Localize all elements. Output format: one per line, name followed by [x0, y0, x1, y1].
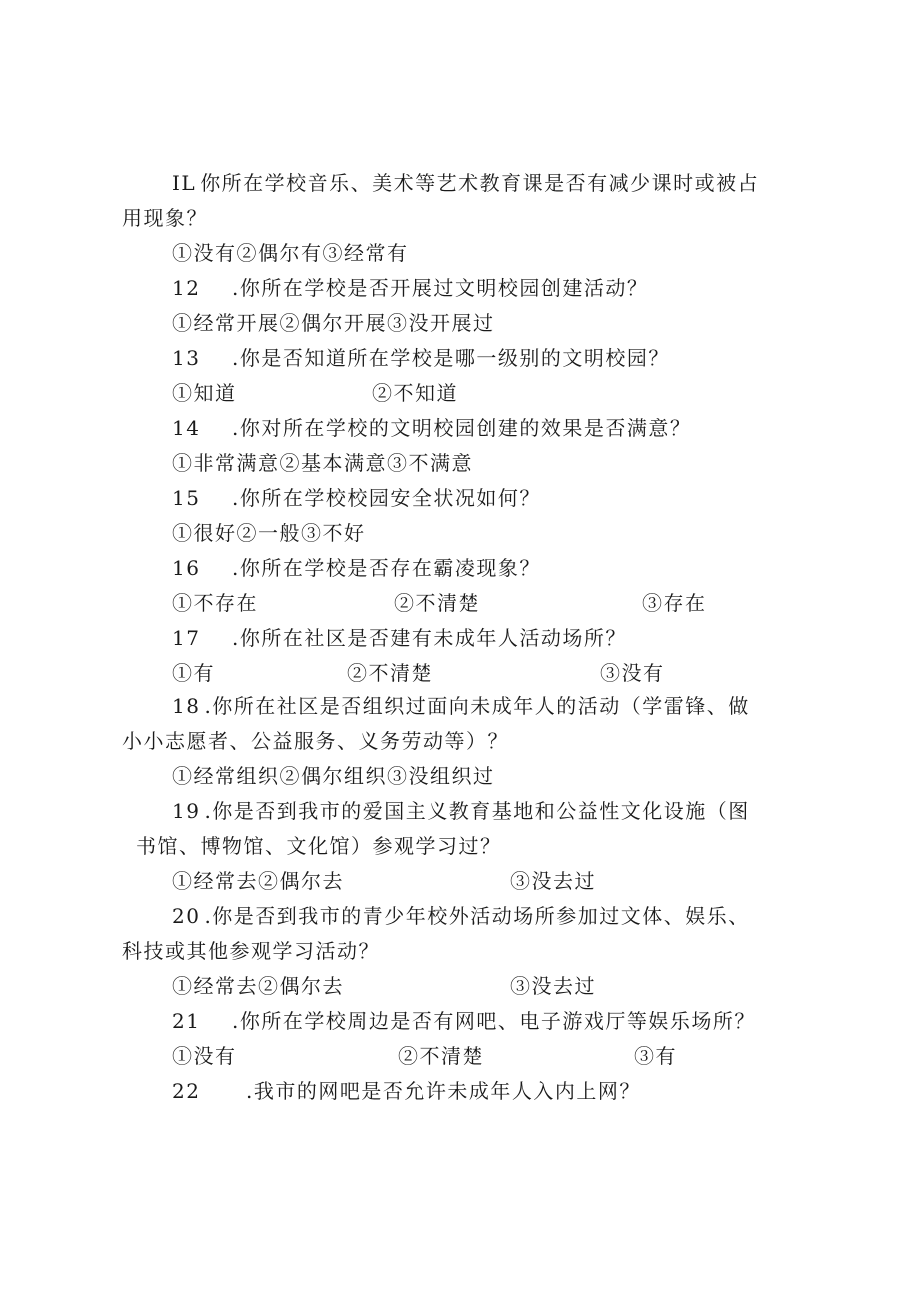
question-13	[172, 345, 670, 371]
question-14-options: ①非常满意②基本满意③不满意	[172, 451, 473, 475]
option: ①不存在	[172, 591, 258, 615]
option: ②不清楚	[398, 1044, 484, 1068]
question-number: 14	[172, 416, 201, 440]
question-19-options	[172, 868, 872, 894]
question-number: 22	[172, 1079, 201, 1103]
question-21	[172, 1008, 756, 1034]
option: ①经常去②偶尔去	[172, 974, 344, 998]
question-16-options	[172, 590, 872, 616]
question-15	[172, 485, 541, 511]
option: ②不清楚	[394, 591, 480, 615]
question-18-continuation: 小小志愿者、公益服务、义务劳动等）？	[122, 729, 509, 753]
option: ③存在	[642, 591, 707, 615]
question-text: .你所在学校是否开展过文明校园创建活动？	[232, 276, 649, 300]
question-text: .我市的网吧是否允许未成年人入内上网？	[246, 1079, 641, 1103]
question-number: 17	[172, 626, 201, 650]
question-20-options	[172, 973, 872, 999]
question-18	[172, 693, 750, 719]
question-19-continuation: 书馆、博物馆、文化馆）参观学习过？	[136, 834, 502, 858]
option: ②不知道	[372, 381, 458, 405]
question-text: .你所在社区是否建有未成年人活动场所？	[232, 626, 627, 650]
question-number: 20	[172, 904, 201, 928]
question-number: 18	[172, 694, 201, 718]
question-text: .你所在学校校园安全状况如何？	[232, 486, 541, 510]
option: ①经常去②偶尔去	[172, 869, 344, 893]
question-13-options	[172, 380, 872, 406]
question-19	[172, 798, 750, 824]
option: ③有	[634, 1044, 677, 1068]
question-14	[172, 415, 691, 441]
question-12-options: ①经常开展②偶尔开展③没开展过	[172, 311, 495, 335]
option: ③没去过	[510, 869, 596, 893]
question-17	[172, 625, 627, 651]
question-text: .你是否到我市的爱国主义教育基地和公益性文化设施（图	[204, 799, 750, 823]
option: ③没有	[600, 661, 665, 685]
question-number: IL	[172, 171, 197, 195]
question-number: 16	[172, 556, 201, 580]
question-text: .你所在社区是否组织过面向未成年人的活动（学雷锋、做	[204, 694, 750, 718]
question-number: 13	[172, 346, 201, 370]
question-text: 你所在学校音乐、美术等艺术教育课是否有减少课时或被占	[200, 171, 760, 195]
option: ③没去过	[510, 974, 596, 998]
option: ①有	[172, 661, 215, 685]
question-number: 19	[172, 799, 201, 823]
question-number: 12	[172, 276, 201, 300]
question-21-options	[172, 1043, 872, 1069]
question-number: 15	[172, 486, 201, 510]
question-11-continuation: 用现象？	[122, 206, 208, 230]
question-text: .你所在学校是否存在霸凌现象？	[232, 556, 541, 580]
question-11-options: ①没有②偶尔有③经常有	[172, 241, 409, 265]
question-22	[172, 1078, 641, 1104]
question-12	[172, 275, 648, 301]
question-15-options: ①很好②一般③不好	[172, 521, 366, 545]
question-16	[172, 555, 541, 581]
question-20	[172, 903, 750, 929]
question-text: .你所在学校周边是否有网吧、电子游戏厅等娱乐场所？	[232, 1009, 756, 1033]
question-text: .你是否知道所在学校是哪一级别的文明校园？	[232, 346, 670, 370]
option: ①没有	[172, 1044, 237, 1068]
question-17-options	[172, 660, 872, 686]
question-20-continuation: 科技或其他参观学习活动？	[122, 939, 380, 963]
question-11	[172, 170, 759, 196]
option: ②不清楚	[347, 661, 433, 685]
question-18-options: ①经常组织②偶尔组织③没组织过	[172, 764, 495, 788]
question-number: 21	[172, 1009, 201, 1033]
question-text: .你对所在学校的文明校园创建的效果是否满意？	[232, 416, 692, 440]
question-text: .你是否到我市的青少年校外活动场所参加过文体、娱乐、	[204, 904, 750, 928]
option: ①知道	[172, 381, 237, 405]
